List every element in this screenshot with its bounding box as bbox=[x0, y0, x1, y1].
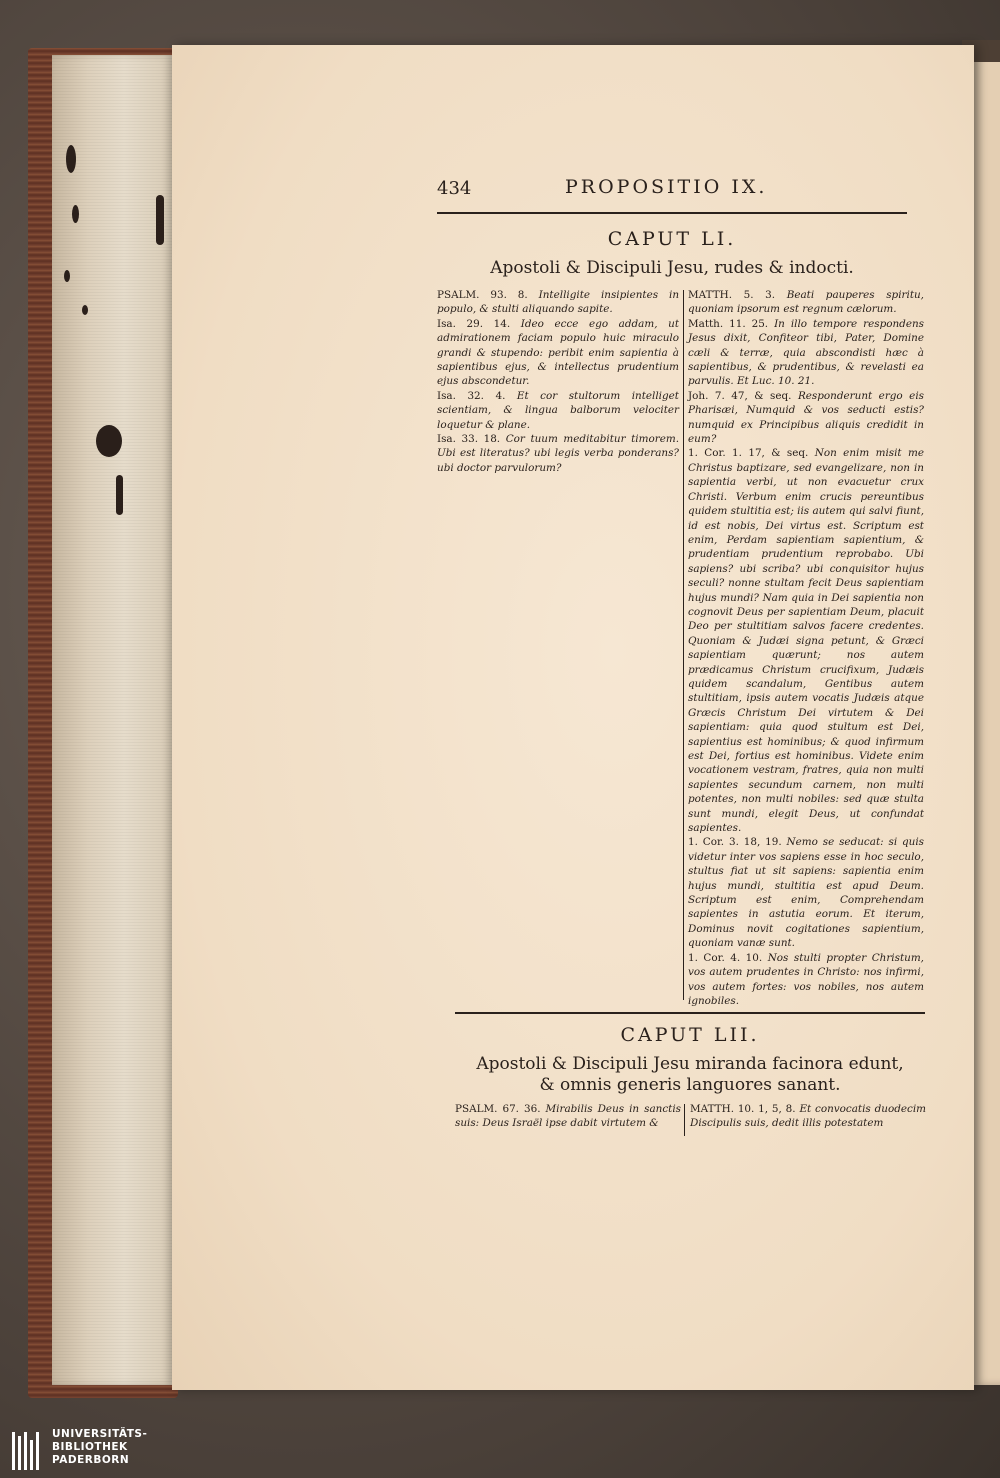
book-fore-edge bbox=[52, 55, 172, 1385]
ink-stain bbox=[156, 195, 164, 245]
chapter-52-subtitle-line2: & omnis generis languores sanant. bbox=[539, 1075, 841, 1095]
column-divider bbox=[683, 290, 684, 1000]
chapter-52-left-column bbox=[455, 1102, 681, 1131]
ink-stain bbox=[66, 145, 76, 173]
verse-entry bbox=[437, 389, 679, 432]
chapter-52-right-column bbox=[690, 1102, 926, 1131]
header-rule bbox=[437, 212, 907, 214]
verse-text: Mirabilis Deus in sanctis suis: Deus Israël ipse dabit virtutem & bbox=[455, 1103, 681, 1130]
verse-reference: Isa. 29. 14. bbox=[437, 317, 511, 330]
verse-text: Beati pauperes spiritu, quoniam ipsorum est regnum cælorum. bbox=[688, 289, 924, 316]
chapter-51-title: CAPUT LI. bbox=[607, 228, 737, 250]
logo-line: BIBLIOTHEK bbox=[52, 1441, 128, 1453]
verse-entry bbox=[455, 1102, 681, 1131]
verse-reference: PSALM. 67. 36. bbox=[455, 1103, 541, 1115]
verse-text: Et cor stultorum intelliget scientiam, & lingua balborum velociter loquetur & plane. bbox=[437, 389, 679, 431]
facing-page-edge bbox=[972, 40, 1000, 1385]
verse-text: Cor tuum meditabitur timorem. Ubi est literatus? ubi legis verba ponderans? ubi doctor parvulorum? bbox=[437, 433, 680, 474]
library-logo-icon bbox=[10, 1430, 44, 1472]
verse-entry bbox=[437, 288, 679, 317]
ink-stain bbox=[116, 475, 123, 515]
verse-reference: MATTH. 10. 1, 5, 8. bbox=[690, 1103, 796, 1115]
verse-reference: Matth. 11. 25. bbox=[688, 317, 769, 330]
page-header bbox=[437, 170, 907, 202]
running-head: PROPOSITIO IX. bbox=[565, 176, 768, 198]
ink-stain bbox=[72, 205, 79, 223]
library-logo-text bbox=[52, 1428, 147, 1467]
verse-entry bbox=[688, 951, 924, 1009]
verse-reference: 1. Cor. 3. 18, 19. bbox=[688, 836, 782, 849]
ink-stain bbox=[82, 305, 88, 315]
verse-text: Intelligite insipientes in populo, & stulti aliquando sapite. bbox=[437, 289, 680, 316]
verse-entry bbox=[688, 835, 924, 950]
logo-line: PADERBORN bbox=[52, 1454, 130, 1466]
verse-entry bbox=[688, 446, 924, 835]
page-number: 434 bbox=[437, 178, 472, 199]
verse-entry bbox=[690, 1102, 926, 1131]
verse-text: Non enim misit me Christus baptizare, sed evangelizare, non in sapientia verbi, ut non evacuetur crux Christi. Verbum enim crucis pereuntibus quidem stultitia est; iis autem qui salvi fiunt, id est nobis, Dei virtus est. Scriptum est enim, Perdam sapientiam sapientium, & prudentiam prudentium reprobabo. Ubi sapiens? ubi scriba? ubi conquisitor hujus seculi? nonne stultam fecit Deus sapientiam hujus mundi? Nam quia in Dei sapientia non cognovit Deus per sapientiam Deum, placuit Deo per stultitiam salvos facere credentes. Quoniam & Judæi signa petunt, & Græci sapientiam quærunt; nos autem prædicamus Christum crucifixum, Judæis quidem scandalum, Gentibus autem stultitiam, ipsis autem vocatis Judæis atque Græcis Christum Dei virtutem & Dei sapientiam: quia quod stultum est Dei, sapientius est hominibus; & quod infirmum est Dei, fortius est hominibus. Videte enim vocationem vestram, fratres, quia non multi sapientes secundum carnem, non multi potentes, non multi nobiles: sed quæ stulta sunt mundi, elegit Deus, ut confundat sapientes. bbox=[688, 447, 924, 835]
verse-text: In illo tempore respondens Jesus dixit, Confiteor tibi, Pater, Domine cæli & terræ, quia abscondisti hæc à sapientibus, & prudentibus, & revelasti ea parvulis. Et Luc. 10. 21. bbox=[688, 317, 924, 388]
verse-text: Et convocatis duodecim Discipulis suis, dedit illis potestatem bbox=[690, 1103, 926, 1130]
chapter-51-subtitle: Apostoli & Discipuli Jesu, rudes & indocti. bbox=[490, 258, 854, 278]
chapter-52-title: CAPUT LII. bbox=[620, 1024, 760, 1046]
verse-reference: PSALM. 93. 8. bbox=[437, 289, 528, 301]
library-logo bbox=[6, 1426, 166, 1476]
verse-reference: 1. Cor. 1. 17, & seq. bbox=[688, 447, 809, 460]
verse-entry bbox=[688, 317, 924, 389]
column-divider bbox=[684, 1104, 685, 1136]
chapter-52-subtitle-line1: Apostoli & Discipuli Jesu miranda facinora edunt, bbox=[476, 1054, 904, 1074]
chapter-51-left-column bbox=[437, 288, 679, 475]
ink-stain bbox=[64, 270, 70, 282]
verse-text: Nos stulti propter Christum, vos autem prudentes in Christo: nos infirmi, vos autem fortes: vos nobiles, nos autem ignobiles. bbox=[688, 951, 924, 1007]
verse-reference: 1. Cor. 4. 10. bbox=[688, 951, 763, 964]
verse-text: Responderunt ergo eis Pharisæi, Numquid & vos seducti estis? numquid ex Principibus aliquis credidit in eum? bbox=[688, 389, 924, 446]
verse-entry bbox=[437, 432, 679, 475]
verse-text: Nemo se seducat: si quis videtur inter vos sapiens esse in hoc seculo, stultus fiat ut sit sapiens: sapientia enim hujus mundi, stultitia est apud Deum. Scriptum est enim, Comprehendam sapientes in astutia eorum. Et iterum, Dominus novit cogitationes sapientium, quoniam vanæ sunt. bbox=[688, 836, 925, 950]
ink-stain bbox=[96, 425, 122, 457]
verse-entry bbox=[437, 317, 679, 389]
verse-reference: Joh. 7. 47, & seq. bbox=[688, 389, 792, 402]
logo-line: UNIVERSITÄTS- bbox=[52, 1428, 148, 1440]
verse-reference: Isa. 32. 4. bbox=[437, 389, 506, 402]
verse-entry bbox=[688, 389, 924, 447]
verse-text: Ideo ecce ego addam, ut admirationem faciam populo huic miraculo grandi & stupendo: peribit enim sapientia à sapientibus ejus, & intellectus prudentium ejus abscondetur. bbox=[437, 317, 679, 388]
verse-reference: MATTH. 5. 3. bbox=[688, 289, 776, 301]
chapter-rule bbox=[455, 1012, 925, 1014]
verse-reference: Isa. 33. 18. bbox=[437, 433, 501, 446]
chapter-51-right-column bbox=[688, 288, 924, 1008]
verse-entry bbox=[688, 288, 924, 317]
